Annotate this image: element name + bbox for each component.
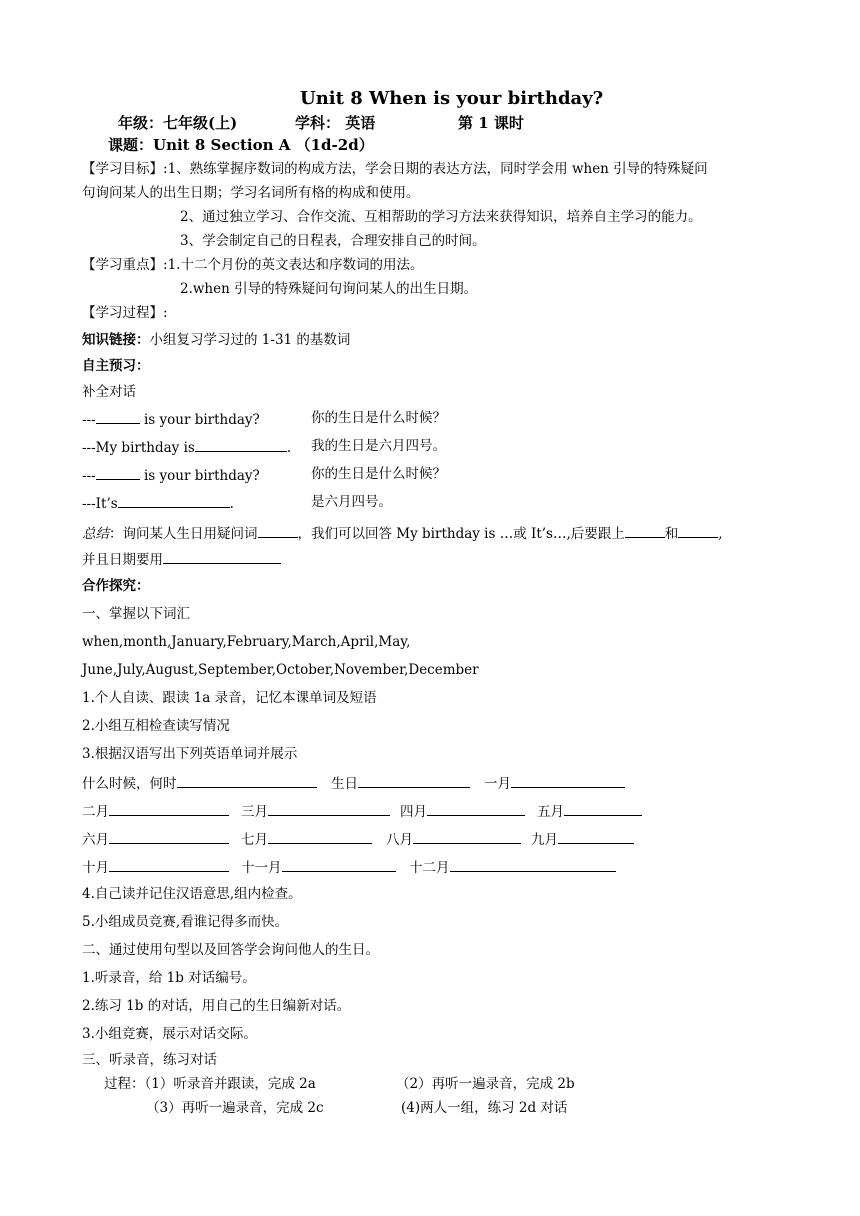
blank[interactable]	[195, 437, 287, 452]
dialog-translation: 是六月四号。	[311, 494, 392, 510]
key-points-label: 【学习重点】:	[82, 257, 168, 273]
blank[interactable]	[163, 549, 281, 564]
summary-line-2: 并且日期要用	[82, 549, 281, 569]
key-points-line-2: 2.when 引导的特殊疑问句询问某人的出生日期。	[180, 281, 478, 297]
summary-label: 总结	[82, 526, 109, 542]
process-label: 【学习过程】:	[82, 305, 168, 321]
explore-label: 合作探究：	[82, 578, 150, 594]
objectives-line-4: 3、学会制定自己的日程表，合理安排自己的时间。	[180, 233, 486, 249]
section-1-heading: 一、掌握以下词汇	[82, 606, 190, 622]
knowledge-line: 知识链接：小组复习学习过的 1-31 的基数词	[82, 332, 351, 348]
topic-label: 课题：Unit 8 Section A （1d-2d）	[108, 136, 374, 154]
preview-sub: 补全对话	[82, 384, 136, 400]
vocab-item: 十一月	[241, 857, 396, 877]
vocab-item: 七月	[241, 829, 372, 849]
blank[interactable]	[564, 801, 642, 816]
dialog-line: --- is your birthday?	[82, 465, 260, 485]
blank[interactable]	[358, 773, 470, 788]
vocab-item: 一月	[484, 773, 625, 793]
dialog-line: ---My birthday is .	[82, 437, 291, 457]
vocab-item: 八月	[386, 829, 521, 849]
blank[interactable]	[450, 857, 616, 872]
blank[interactable]	[282, 857, 396, 872]
process-step: (4)两人一组，练习 2d 对话	[401, 1100, 568, 1116]
vocab-item: 什么时候，何时	[82, 773, 317, 793]
task-1: 1.听录音，给 1b 对话编号。	[82, 970, 256, 986]
blank[interactable]	[678, 523, 718, 538]
section-2-heading: 二、通过使用句型以及回答学会询问他人的生日。	[82, 942, 379, 958]
blank[interactable]	[413, 829, 521, 844]
blank[interactable]	[558, 829, 634, 844]
blank[interactable]	[118, 493, 230, 508]
blank[interactable]	[109, 801, 229, 816]
objectives-line-2: 句询问某人的出生日期；学习名词所有格的构成和使用。	[82, 185, 420, 201]
blank[interactable]	[109, 829, 229, 844]
step-4: 4.自己读并记住汉语意思,组内检查。	[82, 886, 302, 902]
blank[interactable]	[625, 523, 665, 538]
blank[interactable]	[427, 801, 525, 816]
dialog-translation: 我的生日是六月四号。	[311, 438, 446, 454]
preview-label: 自主预习：	[82, 358, 150, 374]
blank[interactable]	[96, 465, 140, 480]
word-list-1: when,month,January,February,March,April,May,	[82, 634, 411, 650]
process-step: 过程：（1）听录音并跟读，完成 2a	[104, 1076, 316, 1092]
objectives-label: 【学习目标】:	[82, 161, 168, 177]
vocab-item: 九月	[531, 829, 634, 849]
blank[interactable]	[511, 773, 625, 788]
page-title: Unit 8 When is your birthday?	[300, 88, 604, 109]
step-5: 5.小组成员竞赛,看谁记得多而快。	[82, 914, 289, 930]
vocab-item: 五月	[537, 801, 642, 821]
vocab-item: 十月	[82, 857, 229, 877]
objectives-line-1: 【学习目标】:1、熟练掌握序数词的构成方法，学会日期的表达方法，同时学会用 when 引导的特殊疑问	[82, 161, 708, 177]
task-3: 3.小组竞赛，展示对话交际。	[82, 1026, 257, 1042]
step-2: 2.小组互相检查读写情况	[82, 718, 230, 734]
vocab-item: 生日	[331, 773, 470, 793]
knowledge-label: 知识链接：	[82, 332, 150, 348]
process-step: （2）再听一遍录音，完成 2b	[396, 1076, 575, 1092]
blank[interactable]	[268, 829, 372, 844]
blank[interactable]	[177, 773, 317, 788]
blank[interactable]	[268, 801, 390, 816]
task-2: 2.练习 1b 的对话，用自己的生日编新对话。	[82, 998, 351, 1014]
dialog-translation: 你的生日是什么时候？	[311, 410, 446, 426]
section-3-heading: 三、听录音，练习对话	[82, 1052, 217, 1068]
blank[interactable]	[109, 857, 229, 872]
dialog-line: --- is your birthday?	[82, 409, 260, 429]
step-3: 3.根据汉语写出下列英语单词并展示	[82, 746, 298, 762]
word-list-2: June,July,August,September,October,November,December	[82, 662, 479, 678]
grade-label: 年级：七年级(上)	[118, 114, 238, 132]
vocab-item: 六月	[82, 829, 229, 849]
blank[interactable]	[258, 523, 298, 538]
vocab-item: 四月	[400, 801, 525, 821]
subject-label: 学科： 英语	[295, 114, 376, 132]
objectives-line-3: 2、通过独立学习、合作交流、互相帮助的学习方法来获得知识，培养自主学习的能力。	[180, 209, 702, 225]
summary-line-1: 总结：询问某人生日用疑问词 ，我们可以回答 My birthday is …或 It’s…,后要跟上 和 ,	[82, 523, 723, 543]
step-1: 1.个人自读、跟读 1a 录音，记忆本课单词及短语	[82, 690, 377, 706]
process-step: （3）再听一遍录音，完成 2c	[146, 1100, 324, 1116]
vocab-item: 十二月	[409, 857, 616, 877]
dialog-line: ---It’s .	[82, 493, 234, 513]
blank[interactable]	[96, 409, 140, 424]
period-label: 第 1 课时	[458, 114, 524, 132]
vocab-item: 二月	[82, 801, 229, 821]
vocab-item: 三月	[241, 801, 390, 821]
dialog-translation: 你的生日是什么时候？	[311, 466, 446, 482]
key-points-line-1: 【学习重点】:1.十二个月份的英文表达和序数词的用法。	[82, 257, 424, 273]
